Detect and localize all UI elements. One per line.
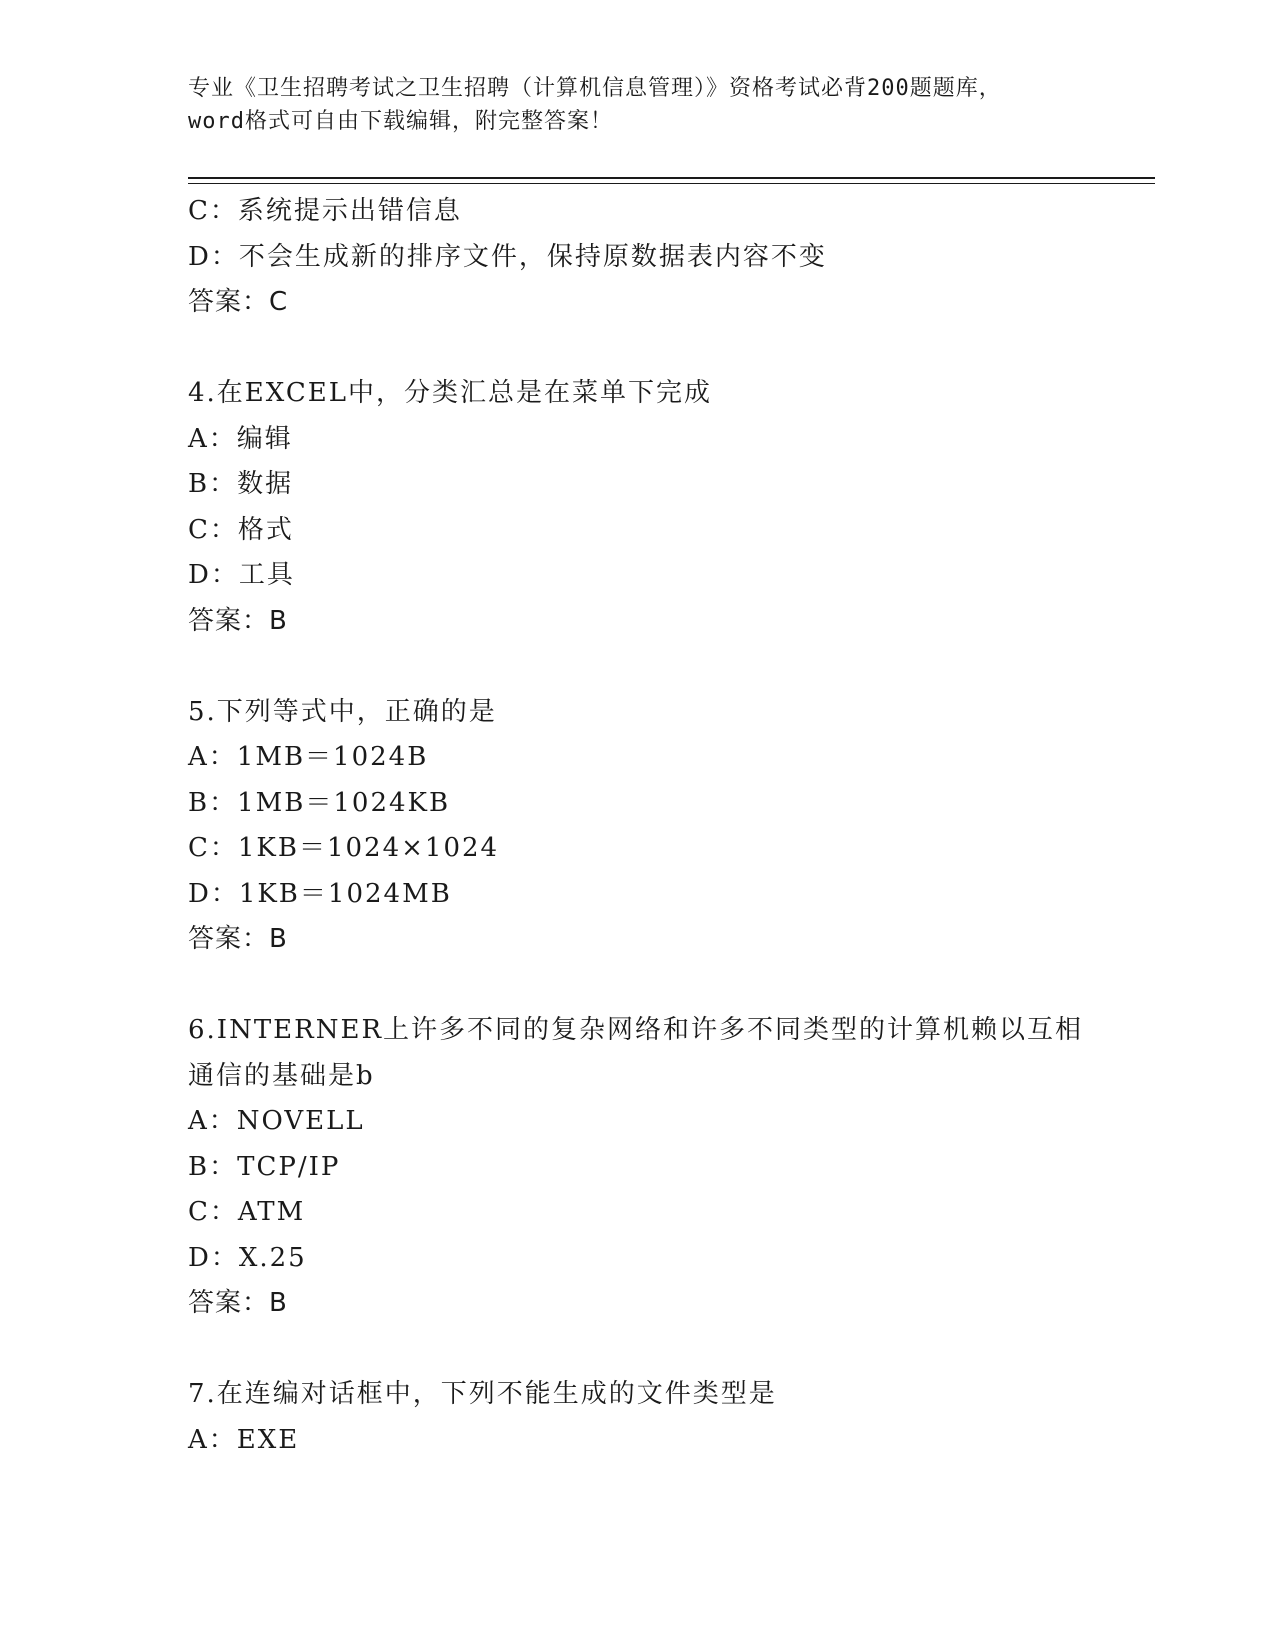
option-d: D：1KB＝1024MB: [188, 878, 452, 909]
option-a: A：EXE: [188, 1424, 300, 1455]
question-5: [188, 690, 1148, 963]
question-text-line-2: 通信的基础是b: [188, 1060, 375, 1091]
answer-label: 答案：B: [188, 924, 288, 954]
question-text: 7.在连编对话框中，下列不能生成的文件类型是: [188, 1379, 777, 1409]
question-4: [188, 371, 1148, 644]
option-b: B：1MB＝1024KB: [188, 787, 451, 818]
question-list: [188, 189, 1148, 1463]
header-divider-thick: [188, 177, 1155, 179]
option-d: D：X.25: [188, 1242, 307, 1273]
option-c: C：系统提示出错信息: [188, 196, 462, 226]
option-c: C：格式: [188, 514, 294, 545]
option-a: A：编辑: [188, 423, 293, 454]
header-title-line-2: word格式可自由下载编辑，附完整答案！: [188, 109, 613, 134]
spacer: [188, 1327, 1148, 1373]
answer-label: 答案：B: [188, 1288, 288, 1318]
spacer: [188, 326, 1148, 372]
option-d: D：工具: [188, 560, 295, 590]
header-title-line-1: 专业《卫生招聘考试之卫生招聘（计算机信息管理）》资格考试必背200题题库，: [188, 76, 1002, 101]
option-a: A：1MB＝1024B: [188, 742, 429, 772]
header-divider-thin: [188, 183, 1155, 184]
answer-label: 答案：C: [188, 287, 289, 317]
spacer: [188, 644, 1148, 690]
option-b: B：TCP/IP: [188, 1151, 341, 1182]
question-text-line-1: 6.INTERNER上许多不同的复杂网络和许多不同类型的计算机赖以互相: [188, 1015, 1084, 1045]
answer-label: 答案：B: [188, 605, 288, 636]
option-c: C：1KB＝1024×1024: [188, 833, 500, 863]
option-b: B：数据: [188, 469, 294, 499]
question-text: 5.下列等式中，正确的是: [188, 696, 497, 727]
question-6: [188, 1008, 1148, 1327]
option-c: C：ATM: [188, 1197, 306, 1227]
question-text: 4.在EXCEL中，分类汇总是在菜单下完成: [188, 378, 712, 408]
question-3-continued: [188, 189, 1148, 326]
document-header: [188, 72, 1088, 138]
option-a: A：NOVELL: [188, 1106, 365, 1136]
question-7: [188, 1372, 1148, 1463]
spacer: [188, 963, 1148, 1009]
option-d: D：不会生成新的排序文件，保持原数据表内容不变: [188, 241, 827, 272]
